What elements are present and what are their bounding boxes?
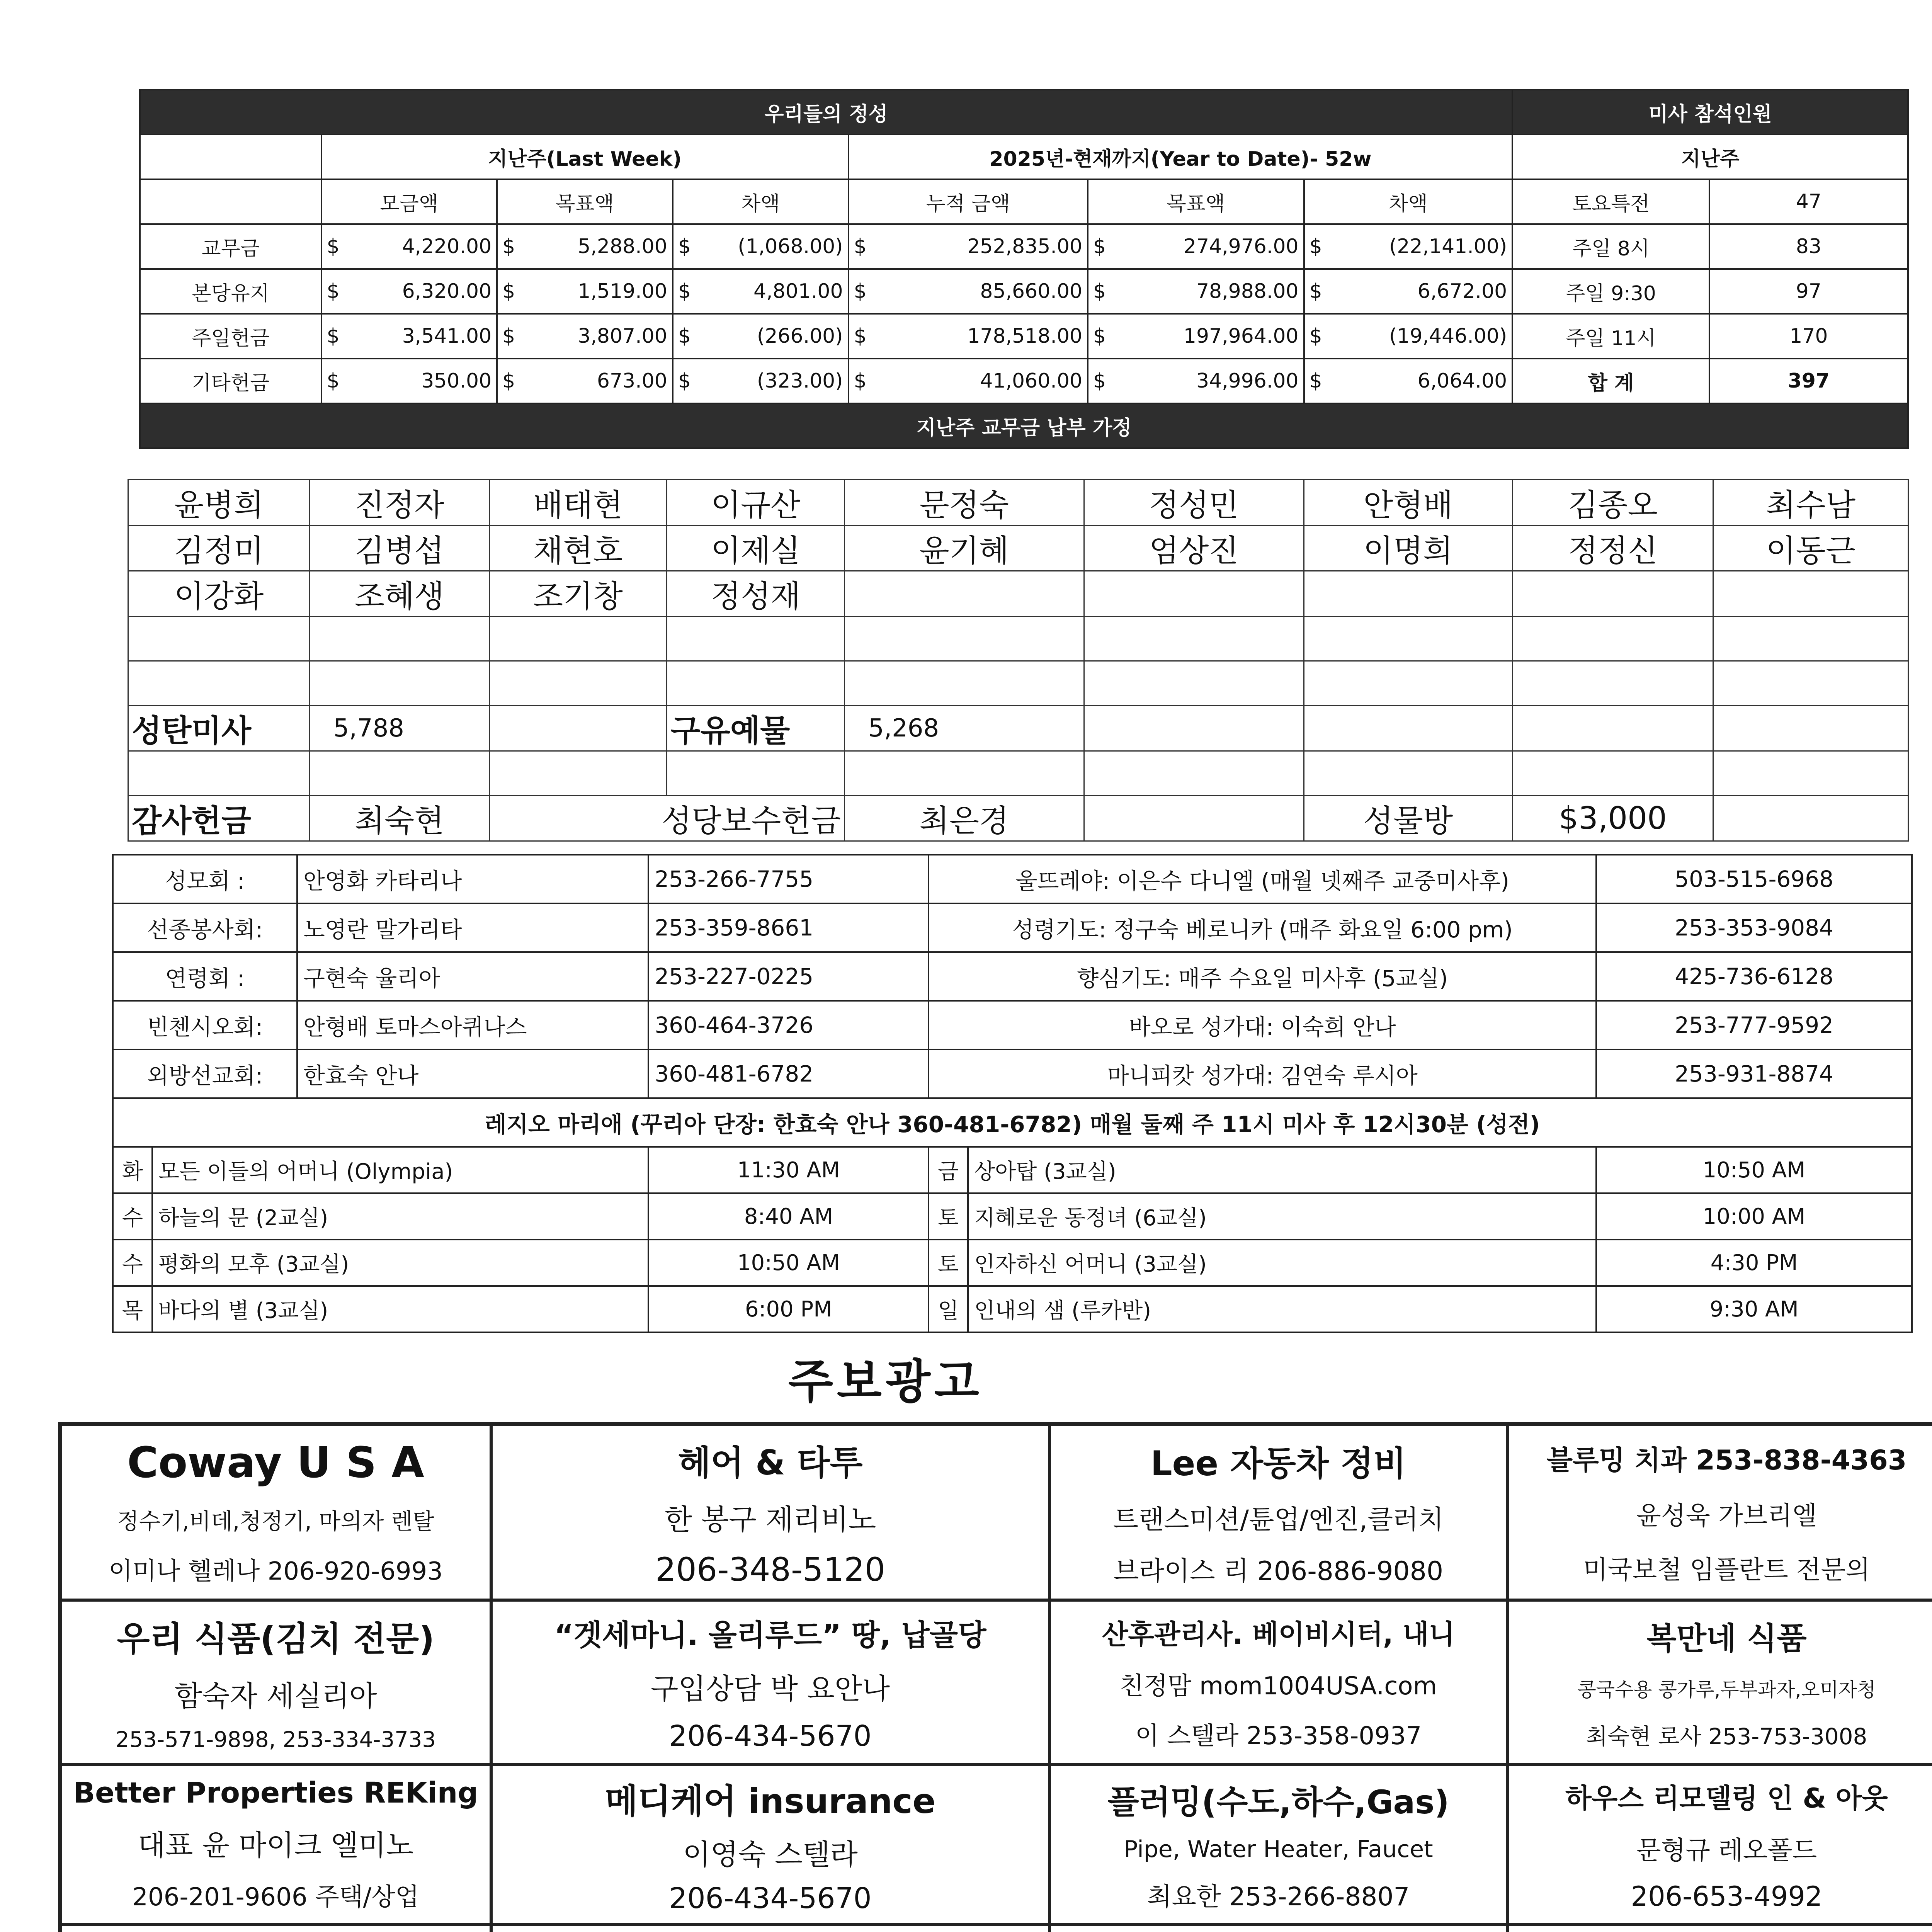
finance-row: 기타헌금 $ 350.00 $ 673.00 $ (323.00) $ 41,060.00 $ 34,996.00 $ 6,064.00 합 계 397 (140, 359, 1908, 403)
meeting-day: 금 (929, 1147, 968, 1193)
ad-coway: Coway U S A 정수기,비데,청정기, 마의자 렌탈 이미나 헬레나 206-920-6993 (60, 1424, 491, 1600)
col-header: 누적 금액 (849, 179, 1088, 224)
ad-hair-tattoo: 헤어 & 타투 한 봉구 제리비노 206-348-5120 (491, 1424, 1049, 1600)
ad-woori-food: 우리 식품(김치 전문) 함숙자 세실리아 253-571-9898, 253-334-3733 (60, 1600, 491, 1764)
group-right: 울뜨레야: 이은수 다니엘 (매월 넷째주 교중미사후) (929, 855, 1596, 903)
meeting-name: 인자하신 어머니 (3교실) (968, 1240, 1596, 1286)
group-phone: 253-266-7755 (648, 855, 929, 903)
group-person: 안영화 카타리나 (297, 855, 648, 903)
family-name: 배태현 (489, 480, 667, 526)
group-name: 연령회 : (113, 952, 297, 1001)
ad-blooming-dental: 블루밍 치과 253-838-4363 윤성욱 가브리엘 미국보철 임플란트 전문의 (1507, 1424, 1932, 1600)
family-row (128, 526, 1908, 571)
group-person: 노영란 말가리타 (297, 903, 648, 952)
count-cell: 97 (1709, 269, 1908, 314)
mass-cell: 주일 11시 (1512, 314, 1709, 359)
family-name: 이규산 (667, 480, 845, 526)
col-header: 목표액 (1088, 179, 1304, 224)
groups-table (112, 854, 1913, 1333)
family-name: 정성민 (1084, 480, 1304, 526)
row-label: 주일헌금 (140, 314, 321, 359)
amount: 6,672.00 (1417, 280, 1507, 303)
meeting-name: 평화의 모후 (3교실) (152, 1240, 649, 1286)
amount: 6,064.00 (1417, 369, 1507, 393)
family-row (128, 480, 1908, 526)
amount: 1,519.00 (578, 280, 667, 303)
group-row (113, 1001, 1912, 1049)
ad-intl-real-estate (491, 1925, 1049, 1932)
meeting-time: 6:00 PM (648, 1286, 929, 1332)
count-cell: 170 (1709, 314, 1908, 359)
group-name: 선종봉사회: (113, 903, 297, 952)
group-name: 외방선교회: (113, 1049, 297, 1098)
family-name: 진정자 (310, 480, 489, 526)
meeting-name: 상아탑 (3교실) (968, 1147, 1596, 1193)
group-right-phone: 503-515-6968 (1596, 855, 1912, 903)
meeting-row (113, 1286, 1912, 1332)
group-person: 구현숙 율리아 (297, 952, 648, 1001)
group-phone: 253-227-0225 (648, 952, 929, 1001)
manger-offering-label: 구유예물 (667, 706, 845, 751)
family-name: 이명희 (1304, 526, 1513, 571)
meeting-day: 화 (113, 1147, 152, 1193)
family-name: 김정미 (128, 526, 310, 571)
manger-offering-value: 5,268 (845, 706, 1084, 751)
amount: (323.00) (757, 369, 843, 393)
meeting-day: 수 (113, 1193, 152, 1240)
meeting-time: 10:50 AM (648, 1240, 929, 1286)
family-name: 정정신 (1512, 526, 1713, 571)
thanks-offering-label: 감사헌금 (128, 796, 310, 841)
family-name: 채현호 (489, 526, 667, 571)
finance-table (139, 89, 1909, 449)
group-person: 안형배 토마스아퀴나스 (297, 1001, 648, 1049)
ads-title: 주보광고 (788, 1355, 983, 1409)
meeting-day: 목 (113, 1286, 152, 1332)
family-name: 최수남 (1713, 480, 1908, 526)
total-label: 합 계 (1512, 359, 1709, 403)
family-name: 정성재 (667, 571, 845, 617)
ad-plumbing: 플러밍(수도,하수,Gas) Pipe, Water Heater, Faucet 최요한 253-266-8807 (1049, 1764, 1507, 1925)
amount: 274,976.00 (1183, 235, 1299, 258)
meeting-name: 하늘의 문 (2교실) (152, 1193, 649, 1240)
finance-row: 주일헌금 $ 3,541.00 $ 3,807.00 $ (266.00) $ 178,518.00 $ 197,964.00 $ (19,446.00) 주일 11시 170 (140, 314, 1908, 359)
group-right: 마니피캇 성가대: 김연숙 루시아 (929, 1049, 1596, 1098)
family-name: 김종오 (1512, 480, 1713, 526)
family-name: 이제실 (667, 526, 845, 571)
group-right: 성령기도: 정구숙 베로니카 (매주 화요일 6:00 pm) (929, 903, 1596, 952)
amount: 85,660.00 (980, 280, 1083, 303)
ad-lee-auto: Lee 자동차 정비 트랜스미션/튠업/엔진,클러치 브라이스 리 206-886-9080 (1049, 1424, 1507, 1600)
group-row (113, 952, 1912, 1001)
col-header: 차액 (1304, 179, 1513, 224)
meeting-day: 토 (929, 1240, 968, 1286)
group-right-phone: 253-931-8874 (1596, 1049, 1912, 1098)
amount: (1,068.00) (738, 235, 843, 258)
group-phone: 360-464-3726 (648, 1001, 929, 1049)
group-right-phone: 425-736-6128 (1596, 952, 1912, 1001)
meeting-day: 일 (929, 1286, 968, 1332)
total-count: 397 (1709, 359, 1908, 403)
col-header: 모금액 (321, 179, 497, 224)
meeting-time: 4:30 PM (1596, 1240, 1912, 1286)
family-name: 이동근 (1713, 526, 1908, 571)
ad-ace-body-shop (60, 1925, 491, 1932)
amount: (266.00) (757, 325, 843, 348)
count-cell: 47 (1709, 179, 1908, 224)
amount: 673.00 (597, 369, 667, 393)
amount: 78,988.00 (1196, 280, 1299, 303)
group-right-phone: 253-353-9084 (1596, 903, 1912, 952)
amount: (22,141.00) (1389, 235, 1507, 258)
mass-cell: 주일 9:30 (1512, 269, 1709, 314)
meeting-row (113, 1240, 1912, 1286)
meeting-name: 인내의 샘 (루카반) (968, 1286, 1596, 1332)
row-label: 교무금 (140, 224, 321, 269)
meeting-time: 11:30 AM (648, 1147, 929, 1193)
group-person: 한효숙 안나 (297, 1049, 648, 1098)
meeting-time: 9:30 AM (1596, 1286, 1912, 1332)
amount: 41,060.00 (980, 369, 1083, 393)
amount: 197,964.00 (1183, 325, 1299, 348)
ad-gethsemane: “겟세마니. 올리루드” 땅, 납골당 구입상담 박 요안나 206-434-5670 (491, 1600, 1049, 1764)
finance-header-title: 우리들의 정성 (140, 90, 1512, 134)
family-name: 문정숙 (845, 480, 1084, 526)
family-name: 안형배 (1304, 480, 1513, 526)
group-phone: 360-481-6782 (648, 1049, 929, 1098)
amount: 178,518.00 (967, 325, 1083, 348)
families-table (128, 479, 1909, 842)
mass-cell: 토요특전 (1512, 179, 1709, 224)
group-name: 빈첸시오회: (113, 1001, 297, 1049)
families-title: 지난주 교무금 납부 가정 (140, 403, 1908, 448)
attendance-last-week-header: 지난주 (1512, 134, 1908, 179)
meeting-time: 10:00 AM (1596, 1193, 1912, 1240)
ad-yangpyeong (1049, 1925, 1507, 1932)
amount: 6,320.00 (402, 280, 492, 303)
finance-row: 교무금 $ 4,220.00 $ 5,288.00 $ (1,068.00) $ 252,835.00 $ 274,976.00 $ (22,141.00) 주일 8시 83 (140, 224, 1908, 269)
meeting-name: 지혜로운 동정녀 (6교실) (968, 1193, 1596, 1240)
group-row (113, 903, 1912, 952)
legio-mariae-notice: 레지오 마리애 (꾸리아 단장: 한효숙 안나 360-481-6782) 매월 둘째 주 11시 미사 후 12시30분 (성전) (113, 1098, 1912, 1147)
row-label: 기타헌금 (140, 359, 321, 403)
family-row (128, 571, 1908, 617)
col-header: 목표액 (497, 179, 673, 224)
meeting-time: 8:40 AM (648, 1193, 929, 1240)
ad-bokmanne-food: 복만네 식품 콩국수용 콩가루,두부과자,오미자청 최숙현 로사 253-753-3008 (1507, 1600, 1932, 1764)
group-phone: 253-359-8661 (648, 903, 929, 952)
group-right: 향심기도: 매주 수요일 미사후 (5교실) (929, 952, 1596, 1001)
amount: 3,807.00 (578, 325, 667, 348)
meeting-day: 수 (113, 1240, 152, 1286)
family-name: 윤병희 (128, 480, 310, 526)
meeting-row (113, 1147, 1912, 1193)
family-name: 조기창 (489, 571, 667, 617)
group-right-phone: 253-777-9592 (1596, 1001, 1912, 1049)
meeting-name: 바다의 별 (3교실) (152, 1286, 649, 1332)
finance-row: 본당유지 $ 6,320.00 $ 1,519.00 $ 4,801.00 $ 85,660.00 $ 78,988.00 $ 6,672.00 주일 9:30 97 (140, 269, 1908, 314)
ad-postpartum: 산후관리사. 베이비시터, 내니 친정맘 mom1004USA.com 이 스텔라 253-358-0937 (1049, 1600, 1507, 1764)
group-row (113, 1049, 1912, 1098)
group-name: 성모회 : (113, 855, 297, 903)
family-name: 윤기혜 (845, 526, 1084, 571)
ad-uni-bank (1507, 1925, 1932, 1932)
amount: 34,996.00 (1196, 369, 1299, 393)
ytd-header: 2025년-현재까지(Year to Date)- 52w (849, 134, 1513, 179)
amount: 252,835.00 (967, 235, 1083, 258)
ad-house-remodeling: 하우스 리모델링 인 & 아웃 문형규 레오폴드 206-653-4992 (1507, 1764, 1932, 1925)
store-label: 성물방 (1304, 796, 1513, 841)
family-name: 김병섭 (310, 526, 489, 571)
mass-cell: 주일 8시 (1512, 224, 1709, 269)
col-header: 차액 (673, 179, 849, 224)
ad-better-properties: Better Properties REKing 대표 윤 마이크 엘미노 206-201-9606 주택/상업 (60, 1764, 491, 1925)
attendance-header-title: 미사 참석인원 (1512, 90, 1908, 134)
meeting-row (113, 1193, 1912, 1240)
amount: 350.00 (421, 369, 492, 393)
meeting-name: 모든 이들의 어머니 (Olympia) (152, 1147, 649, 1193)
group-row (113, 855, 1912, 903)
amount: 5,288.00 (578, 235, 667, 258)
repair-offering-name: 최은경 (845, 796, 1084, 841)
ads-grid (58, 1422, 1932, 1932)
christmas-mass-value: 5,788 (310, 706, 489, 751)
amount: 4,220.00 (402, 235, 492, 258)
christmas-mass-label: 성탄미사 (128, 706, 310, 751)
family-name: 엄상진 (1084, 526, 1304, 571)
ad-medicare: 메디케어 insurance 이영숙 스텔라 206-434-5670 (491, 1764, 1049, 1925)
amount: 4,801.00 (753, 280, 843, 303)
thanks-offering-name: 최숙현 (310, 796, 489, 841)
meeting-time: 10:50 AM (1596, 1147, 1912, 1193)
amount: 3,541.00 (402, 325, 492, 348)
row-label: 본당유지 (140, 269, 321, 314)
family-name: 이강화 (128, 571, 310, 617)
family-name: 조혜생 (310, 571, 489, 617)
last-week-header: 지난주(Last Week) (321, 134, 849, 179)
count-cell: 83 (1709, 224, 1908, 269)
meeting-day: 토 (929, 1193, 968, 1240)
group-right: 바오로 성가대: 이숙희 안나 (929, 1001, 1596, 1049)
amount: (19,446.00) (1389, 325, 1507, 348)
store-value: $3,000 (1512, 796, 1713, 841)
repair-offering-label: 성당보수헌금 (489, 796, 845, 841)
